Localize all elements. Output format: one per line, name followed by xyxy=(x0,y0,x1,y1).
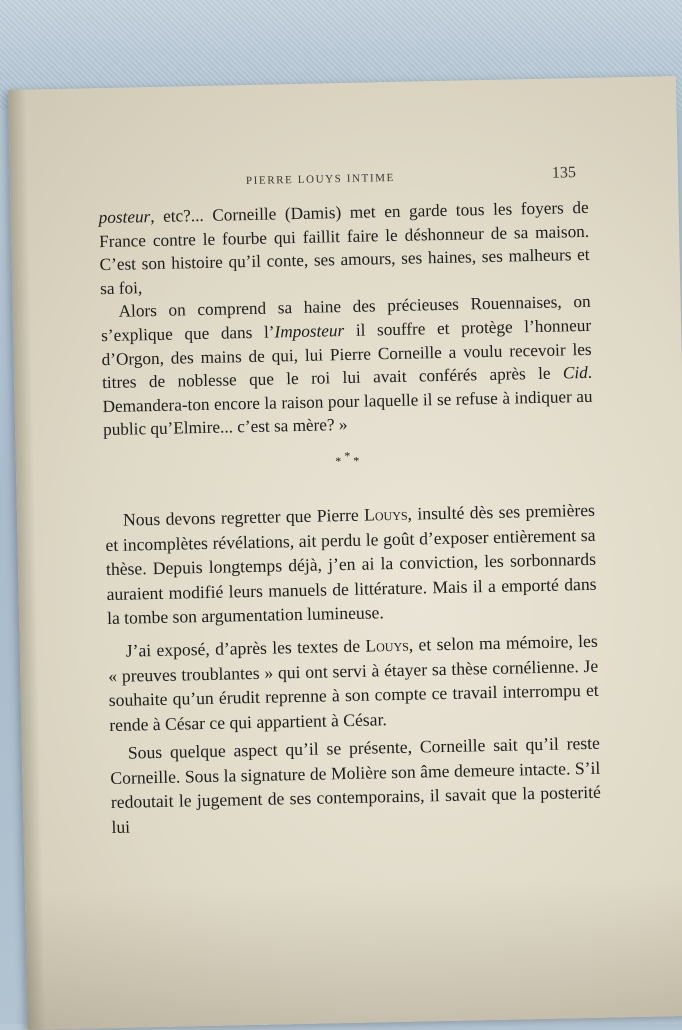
paragraph-text: Nous devons regretter que Pierre xyxy=(122,504,365,530)
author-name: Louys xyxy=(363,503,408,525)
paragraph-2 xyxy=(100,290,593,442)
page-shadow xyxy=(25,876,682,1030)
book-page xyxy=(8,76,682,1030)
italic-title: Cid xyxy=(562,363,588,383)
paragraph-text: Sous quelque aspect qu’il se présente, Corneille sait qu’il reste Corneille. Sous la signature de Molière son âme demeure intacte. S’il redoutait le jugement de ses contemporains, il savait que la posterité lui xyxy=(110,733,602,838)
paragraph-text: J’ai exposé, d’après les textes de xyxy=(125,635,366,661)
star-glyph: * xyxy=(344,448,354,463)
italic-title: Imposteur xyxy=(274,320,345,342)
page-number: 135 xyxy=(551,164,577,182)
paragraph-1 xyxy=(98,196,590,301)
running-head xyxy=(106,164,576,196)
paragraph-text: il souffre et protège l’honneur d’Orgon, des mains de qui, lui Pierre Corneille a voulu recevoir les titres de noblesse que le roi lui avait conférés après le xyxy=(101,315,592,393)
lower-text xyxy=(105,498,602,840)
paragraph-5 xyxy=(110,731,602,840)
paragraph-text: , etc?... Corneille (Damis) met en garde tous les foyers de France contre le fourbe qui faillit faire le déshonneur de sa maison. C’est son histoire qu’il conte, ses amours, ses haines, ses malheurs et sa foi, xyxy=(98,197,590,298)
star-glyph: * xyxy=(353,453,363,468)
paragraph-4 xyxy=(108,629,600,738)
section-separator xyxy=(104,450,594,472)
star-glyph: * xyxy=(335,453,345,469)
author-name: Louys xyxy=(365,634,410,656)
paragraph-3 xyxy=(105,498,597,631)
page-text xyxy=(98,196,601,840)
paragraph-text: , insulté dès ses premières et incomplètes révélations, ait perdu le goût d’exposer entièrement sa thèse. Depuis longtemps déjà, j’en ai la conviction, les sorbonnards auraient modifié leurs manuels de littérature. Mais il a emporté dans la tombe son argumentation lumineuse. xyxy=(105,499,597,629)
paragraph-text: Alors on comprend sa haine des précieuses Rouennaises, on s’explique que dans l’ xyxy=(100,292,591,346)
paragraph-text: . Demandera-ton encore la raison pour laquelle il se refuse à indiquer au public qu’Elmire... c’est sa mère? » xyxy=(102,362,593,440)
paragraph-text: , et selon ma mémoire, les « preuves troublantes » qui ont servi à étayer sa thèse cornélienne. Je souhaite qu’un érudit reprenne à son compte ce travail interrompu et rende à César ce qui appartient à César. xyxy=(108,630,599,735)
running-title: PIERRE LOUYS INTIME xyxy=(245,171,396,188)
italic-word: posteur xyxy=(98,207,151,228)
